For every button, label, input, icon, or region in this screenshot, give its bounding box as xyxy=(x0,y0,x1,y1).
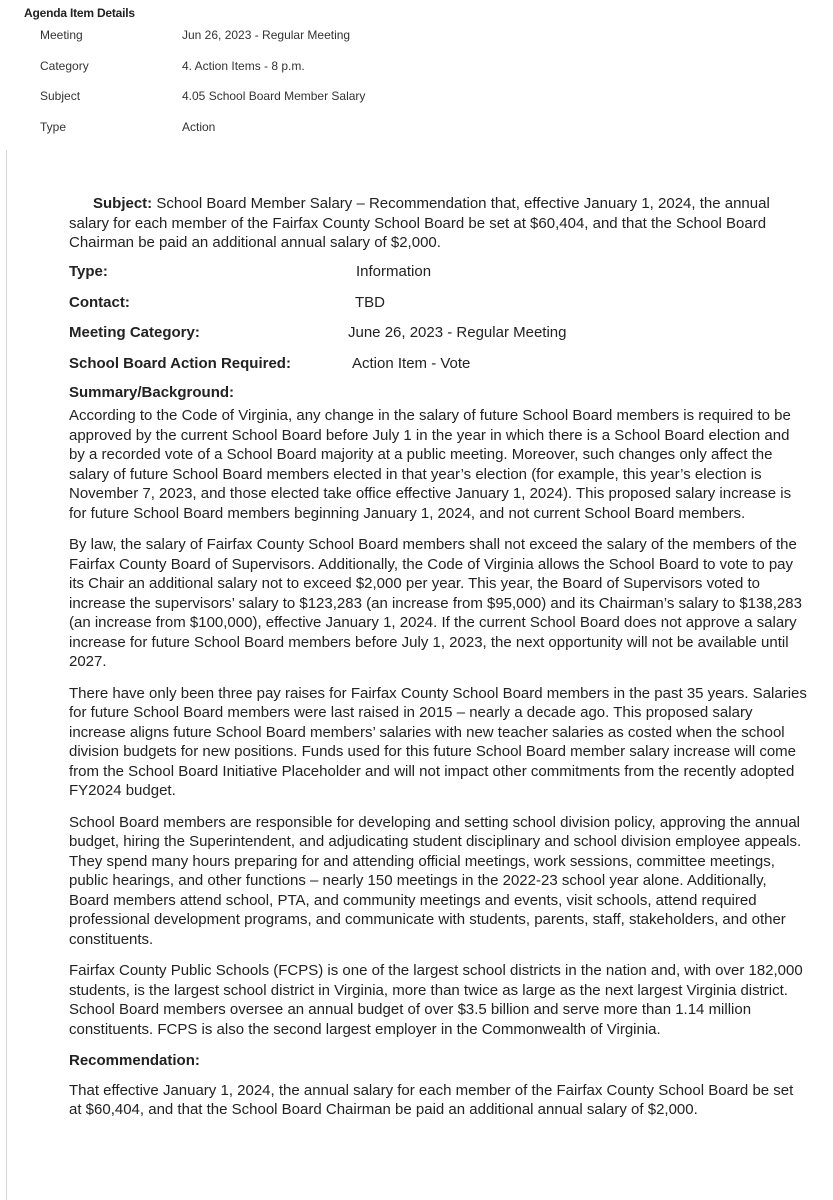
subject-text: School Board Member Salary – Recommendation that, effective January 1, 2024, the annual salary for each member of the Fairfax County School Board be set at $60,404, and that the School Board Chairman be paid an additional annual salary of $2,000. xyxy=(69,195,770,251)
field-action-required xyxy=(69,348,807,379)
subject-paragraph xyxy=(69,194,807,253)
summary-paragraph: School Board members are responsible for developing and setting school division policy, approving the annual budget, hiring the Superintendent, and adjudicating student disciplinary and school division employee appeals. They spend many hours preparing for and attending official meetings, work sessions, committee meetings, public hearings, and other functions – nearly 150 meetings in the 2022-23 school year alone. Additionally, Board members attend school, PTA, and community meetings and events, visit schools, attend required professional development programs, and communicate with students, parents, staff, stakeholders, and other constituents. xyxy=(69,813,802,948)
subject-label: Subject: xyxy=(93,195,153,212)
summary-paragraph: Fairfax County Public Schools (FCPS) is one of the largest school districts in the nation and, with over 182,000 students, is the largest school district in Virginia, more than twice as large as the next largest Virginia district. School Board members oversee an annual budget of over $3.5 billion and serve more than 1.14 million constituents. FCPS is also the second largest employer in the Commonwealth of Virginia. xyxy=(69,962,803,1038)
summary-paragraph: There have only been three pay raises for Fairfax County School Board members in the past 35 years. Salaries for future School Board members were last raised in 2015 – nearly a decade ago. This proposed salary increase aligns future School Board members’ salaries with new teacher salaries as costed when the school division budgets for new positions. Funds used for this future School Board member salary increase will come from the School Board Initiative Placeholder and will not impact other commitments from the recently adopted FY2024 budget. xyxy=(69,684,807,799)
field-contact xyxy=(69,287,807,318)
field-value: June 26, 2023 - Regular Meeting xyxy=(348,324,567,341)
content-left-border xyxy=(6,150,7,1200)
field-value: TBD xyxy=(355,293,385,311)
details-row-type xyxy=(40,120,800,151)
field-label: Meeting Category: xyxy=(69,324,200,341)
field-label: School Board Action Required: xyxy=(69,354,291,372)
field-meeting-category xyxy=(69,318,807,349)
field-label: Type: xyxy=(69,263,108,280)
details-label: Category xyxy=(40,58,89,73)
field-type xyxy=(69,257,807,288)
summary-paragraph: By law, the salary of Fairfax County School Board members shall not exceed the salary of the members of the Fairfax County Board of Supervisors. Additionally, the Code of Virginia allows the School Board to vote to pay its Chair an additional salary not to exceed $2,000 per year. This year, the Board of Supervisors voted to increase the supervisors’ salary to $123,283 (an increase from $95,000) and its Chairman’s salary to $138,283 (an increase from $100,000), effective January 1, 2024. If the current School Board does not approve a salary increase for future School Board members before July 1, 2023, the next opportunity will not be available until 2027. xyxy=(69,536,802,670)
details-label: Meeting xyxy=(40,28,83,42)
details-value: 4.05 School Board Member Salary xyxy=(182,89,366,103)
details-row-subject xyxy=(40,89,800,120)
details-value: Jun 26, 2023 - Regular Meeting xyxy=(182,28,351,42)
details-value: Action xyxy=(182,119,216,134)
field-value: Information xyxy=(356,263,432,280)
details-row-category xyxy=(40,59,800,90)
item-content xyxy=(69,194,807,1132)
details-value: 4. Action Items - 8 p.m. xyxy=(182,58,305,73)
summary-paragraph: According to the Code of Virginia, any change in the salary of future School Board members is required to be approved by the current School Board before July 1 in the year in which there is a School Board election and by a recorded vote of a School Board majority at a public meeting. Moreover, such changes only affect the salary of future School Board members elected in that year’s election (for example, this year’s election is November 7, 2023, and those elected take office effective January 1, 2024). This proposed salary increase is for future School Board members beginning January 1, 2024, and not current School Board members. xyxy=(69,407,792,522)
recommendation-text: That effective January 1, 2024, the annual salary for each member of the Fairfax County School Board be set at $60,404, and that the School Board Chairman be paid an additional annual salary of $2,000. xyxy=(69,1081,794,1118)
summary-heading: Summary/Background: xyxy=(69,383,235,401)
details-label: Subject xyxy=(40,89,81,103)
details-table xyxy=(40,28,800,150)
field-value: Action Item - Vote xyxy=(352,354,471,372)
details-title: Agenda Item Details xyxy=(24,6,135,20)
field-label: Contact: xyxy=(69,293,130,311)
details-label: Type xyxy=(40,119,67,134)
details-row-meeting xyxy=(40,28,800,59)
recommendation-heading: Recommendation: xyxy=(69,1052,200,1069)
